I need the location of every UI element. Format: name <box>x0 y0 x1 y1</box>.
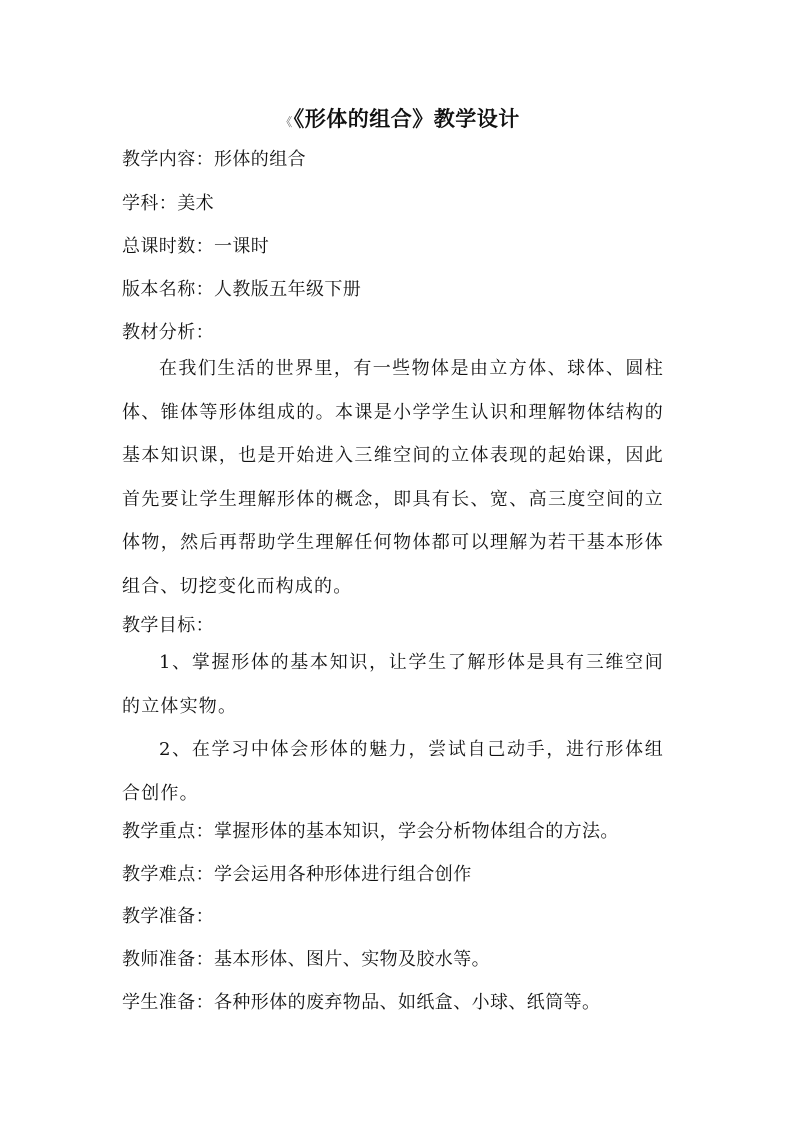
teacher-preparation-line: 教师准备：基本形体、图片、实物及胶水等。 <box>122 949 490 970</box>
teaching-content-line: 教学内容：形体的组合 <box>122 149 306 170</box>
goal-1: 1、掌握形体的基本知识，让学生了解形体是具有三维空间的立体实物。 <box>122 652 664 717</box>
analysis-heading: 教材分析： <box>122 322 214 343</box>
subject-line: 学科：美术 <box>122 193 214 214</box>
preparation-heading: 教学准备： <box>122 906 214 927</box>
goal-2: 2、在学习中体会形体的魅力，尝试自己动手，进行形体组合创作。 <box>122 739 664 804</box>
student-preparation-line: 学生准备：各种形体的废弃物品、如纸盒、小球、纸筒等。 <box>122 992 601 1013</box>
title-text: 《形体的组合》教学设计 <box>293 106 520 131</box>
analysis-paragraph: 在我们生活的世界里，有一些物体是由立方体、球体、圆柱体、锥体等形体组成的。本课是小学学生认识和理解物体结构的基本知识课，也是开始进入三维空间的立体表现的起始课，因此首先要让学生理解形体的概念，即具有长、宽、高三度空间的立体物，然后再帮助学生理解任何物体都可以理解为若干基本形体组合、切挖变化而构成的。 <box>122 358 664 597</box>
difficulty-line: 教学难点：学会运用各种形体进行组合创作 <box>122 864 472 885</box>
edition-line: 版本名称：人教版五年级下册 <box>122 279 362 300</box>
key-point-line: 教学重点：掌握形体的基本知识，学会分析物体组合的方法。 <box>122 821 619 842</box>
goals-heading: 教学目标： <box>122 615 214 636</box>
title-mark: 《 <box>280 115 293 129</box>
total-hours-line: 总课时数：一课时 <box>122 236 270 257</box>
document-title <box>0 104 800 137</box>
